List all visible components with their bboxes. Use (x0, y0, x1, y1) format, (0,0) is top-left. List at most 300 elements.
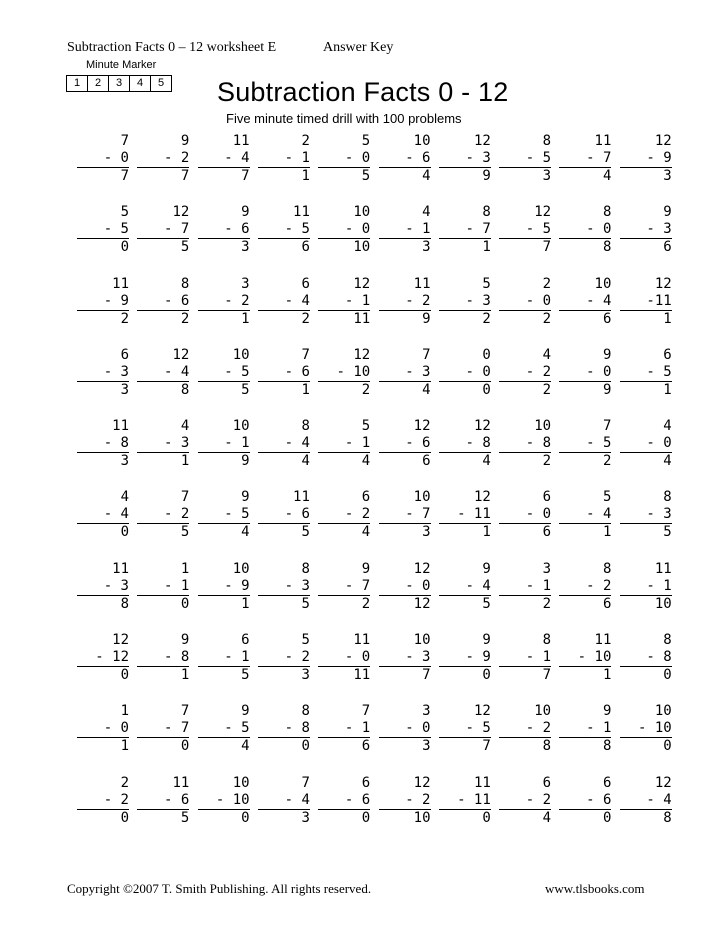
minuend: 8 (602, 204, 612, 221)
minuend: 10 (594, 275, 612, 292)
minuend: 10 (353, 204, 371, 221)
minuend: 11 (232, 133, 250, 149)
minute-marker-box[interactable]: 4 (130, 76, 151, 91)
subtrahend: - 6 (405, 150, 431, 166)
subtrahend: - 7 (405, 506, 431, 523)
answer: 1 (241, 595, 250, 612)
subtrahend: - 8 (103, 435, 129, 452)
subtrahend: - 9 (103, 292, 129, 309)
answer: 4 (361, 453, 371, 470)
subtrahend: - 1 (525, 577, 552, 594)
subtraction-problem (612, 347, 672, 399)
subtraction-problem (190, 632, 250, 684)
answer: 1 (482, 239, 491, 256)
answer: 4 (602, 168, 612, 184)
minuend: 7 (180, 703, 190, 720)
subtraction-problem (310, 775, 370, 827)
subtraction-problem (371, 347, 431, 399)
subtraction-problem (69, 347, 129, 399)
subtrahend: - 0 (525, 506, 552, 523)
minuend: 4 (180, 418, 190, 435)
subtraction-problem (491, 276, 551, 328)
subtrahend: - 5 (224, 720, 250, 737)
page-title: Subtraction Facts 0 - 12 (217, 77, 509, 107)
minuend: 11 (413, 275, 431, 292)
minuend: 11 (353, 632, 371, 649)
subtrahend: - 4 (646, 791, 672, 808)
minuend: 5 (361, 133, 371, 149)
subtraction-problem (129, 632, 189, 684)
answer: 0 (602, 809, 612, 826)
subtraction-problem (612, 204, 672, 256)
answer: 0 (120, 809, 129, 826)
answer: 1 (241, 310, 250, 327)
subtrahend: - 0 (344, 150, 371, 166)
minuend: 9 (241, 489, 250, 506)
subtraction-problem (551, 347, 611, 399)
subtraction-problem (310, 561, 370, 613)
minuend: 8 (663, 632, 672, 649)
minuend: 9 (482, 632, 491, 649)
subtraction-problem (551, 489, 611, 541)
subtraction-problem (129, 204, 189, 256)
subtraction-problem (612, 775, 672, 827)
subtrahend: - 3 (164, 435, 190, 452)
problem-row (69, 418, 672, 489)
subtraction-problem (431, 561, 491, 613)
subtrahend: - 5 (284, 221, 310, 238)
minuend: 7 (361, 703, 371, 720)
minuend: 7 (120, 133, 129, 149)
answer: 6 (602, 310, 612, 327)
subtrahend: - 7 (164, 720, 190, 737)
subtrahend: - 1 (586, 720, 612, 737)
minuend: 8 (301, 703, 310, 720)
copyright-notice: Copyright ©2007 T. Smith Publishing. All rights reserved. (67, 881, 372, 896)
subtrahend: - 0 (405, 577, 431, 594)
subtrahend: - 12 (95, 649, 129, 666)
subtraction-problem (612, 133, 672, 185)
answer: 2 (542, 453, 552, 470)
problem-row (69, 346, 672, 418)
subtraction-problem (491, 775, 551, 827)
subtrahend: - 4 (224, 150, 250, 166)
answer: 4 (241, 524, 250, 541)
subtrahend: - 9 (646, 150, 672, 166)
answer: 7 (542, 667, 552, 684)
answer: 9 (602, 381, 612, 398)
minuend: 9 (241, 703, 250, 720)
answer: 4 (482, 453, 491, 470)
subtraction-problem (371, 276, 431, 328)
problem-row (69, 774, 672, 846)
answer: 5 (301, 524, 310, 541)
answer: 5 (180, 809, 190, 826)
subtrahend: - 2 (224, 292, 250, 309)
minuend: 8 (301, 418, 310, 435)
subtraction-problem (129, 561, 189, 613)
answer: 1 (482, 524, 491, 541)
minuend: 3 (241, 275, 250, 292)
minuend: 6 (542, 489, 552, 506)
minuend: 8 (542, 133, 552, 149)
answer: 8 (120, 595, 129, 612)
subtraction-problem (612, 489, 672, 541)
minuend: 8 (301, 560, 310, 577)
subtrahend: - 3 (284, 577, 310, 594)
minuend: 11 (293, 204, 310, 221)
answer: 0 (120, 524, 129, 541)
answer: 3 (422, 239, 431, 256)
subtrahend: - 8 (164, 649, 190, 666)
problem-row (69, 133, 672, 204)
subtrahend: - 6 (344, 791, 371, 808)
minuend: 12 (654, 774, 672, 791)
subtrahend: - 0 (525, 292, 552, 309)
minuend: 12 (654, 275, 672, 292)
subtrahend: - 6 (164, 791, 190, 808)
subtrahend: - 11 (457, 506, 491, 523)
subtraction-problem (371, 703, 431, 755)
answer: 2 (542, 310, 552, 327)
answer: 6 (663, 239, 672, 256)
problem-row (69, 275, 672, 347)
answer: 3 (120, 453, 129, 470)
subtrahend: - 2 (164, 150, 190, 166)
subtraction-problem (371, 133, 431, 185)
subtraction-problem (491, 418, 551, 470)
minuend: 2 (542, 275, 552, 292)
answer: 5 (241, 667, 250, 684)
answer: 5 (482, 595, 491, 612)
subtraction-problem (551, 418, 611, 470)
minuend: 6 (241, 632, 250, 649)
minuend: 10 (232, 418, 250, 435)
minuend: 7 (301, 346, 310, 363)
minuend: 6 (301, 275, 310, 292)
subtrahend: - 6 (405, 435, 431, 452)
answer: 6 (361, 738, 371, 755)
answer: 0 (482, 667, 491, 684)
subtraction-problem (491, 561, 551, 613)
minuend: 10 (413, 489, 431, 506)
minuend: 12 (473, 133, 491, 149)
subtrahend: -11 (646, 292, 672, 309)
subtraction-problem (551, 775, 611, 827)
minuend: 10 (413, 133, 431, 149)
answer: 1 (602, 667, 612, 684)
subtraction-problem (612, 703, 672, 755)
subtrahend: - 7 (164, 221, 190, 238)
minute-marker-label: Minute Marker (86, 59, 157, 71)
subtraction-problem (310, 703, 370, 755)
subtraction-problem (69, 703, 129, 755)
subtraction-problem (250, 489, 310, 541)
answer: 10 (413, 809, 431, 826)
minuend: 11 (594, 632, 612, 649)
subtrahend: - 4 (103, 506, 129, 523)
subtraction-problem (371, 561, 431, 613)
subtraction-problem (190, 775, 250, 827)
answer: 7 (120, 168, 129, 184)
answer: 0 (663, 738, 672, 755)
subtrahend: - 0 (344, 649, 371, 666)
subtraction-problem (69, 204, 129, 256)
subtraction-problem (431, 418, 491, 470)
subtraction-problem (371, 489, 431, 541)
subtrahend: - 4 (586, 506, 612, 523)
subtrahend: - 9 (465, 649, 491, 666)
answer: 2 (301, 310, 310, 327)
subtraction-problem (612, 561, 672, 613)
answer: 10 (353, 239, 371, 256)
minuend: 11 (473, 774, 491, 791)
minuend: 6 (542, 774, 552, 791)
subtraction-problem (250, 204, 310, 256)
answer: 6 (602, 595, 612, 612)
answer: 4 (663, 453, 672, 470)
subtrahend: - 10 (336, 363, 371, 380)
answer: 0 (120, 239, 129, 256)
answer: 4 (422, 381, 431, 398)
answer: 4 (422, 168, 431, 184)
minuend: 8 (180, 275, 190, 292)
minuend: 10 (232, 560, 250, 577)
answer: 0 (482, 809, 491, 826)
problem-grid (69, 133, 672, 846)
answer: 4 (241, 738, 250, 755)
subtrahend: - 4 (284, 435, 310, 452)
subtrahend: - 4 (586, 292, 612, 309)
answer: 10 (654, 595, 672, 612)
answer: 0 (663, 667, 672, 684)
subtrahend: - 10 (215, 791, 250, 808)
minuend: 11 (112, 275, 129, 292)
minuend: 11 (172, 774, 190, 791)
minuend: 9 (241, 204, 250, 221)
subtraction-problem (190, 347, 250, 399)
answer: 9 (422, 310, 431, 327)
minuend: 7 (602, 418, 612, 435)
subtraction-problem (431, 276, 491, 328)
minuend: 8 (482, 204, 491, 221)
subtraction-problem (431, 489, 491, 541)
subtrahend: - 5 (224, 506, 250, 523)
subtrahend: - 0 (586, 221, 612, 238)
minute-marker-box[interactable]: 2 (88, 76, 109, 91)
answer: 4 (301, 453, 310, 470)
minuend: 6 (663, 346, 672, 363)
subtraction-problem (431, 347, 491, 399)
minuend: 3 (422, 703, 431, 720)
minuend: 4 (663, 418, 672, 435)
minute-marker-box[interactable]: 5 (157, 77, 165, 89)
subtraction-problem (371, 775, 431, 827)
subtraction-problem (612, 418, 672, 470)
subtraction-problem (69, 632, 129, 684)
subtraction-problem (491, 632, 551, 684)
answer: 0 (241, 809, 250, 826)
minute-marker-box[interactable]: 1 (67, 76, 88, 91)
subtrahend: - 7 (586, 150, 612, 166)
answer: 0 (361, 809, 371, 826)
subtraction-problem (612, 632, 672, 684)
subtrahend: - 8 (465, 435, 491, 452)
minuend: 12 (654, 133, 672, 149)
answer: 9 (241, 453, 250, 470)
minuend: 12 (413, 418, 431, 435)
answer: 7 (482, 738, 491, 755)
answer: 2 (482, 310, 491, 327)
minuend: 6 (361, 489, 371, 506)
subtraction-problem (190, 133, 250, 185)
answer: 2 (361, 595, 371, 612)
subtrahend: - 8 (646, 649, 672, 666)
answer: 4 (542, 809, 552, 826)
minuend: 2 (120, 774, 129, 791)
answer: 8 (602, 239, 612, 256)
minute-marker-box[interactable]: 3 (109, 76, 130, 91)
subtrahend: - 6 (284, 363, 310, 380)
answer: 7 (241, 168, 250, 184)
minuend: 6 (120, 346, 129, 363)
answer: 2 (542, 595, 552, 612)
answer: 8 (663, 809, 672, 826)
subtraction-problem (371, 632, 431, 684)
subtraction-problem (310, 276, 370, 328)
answer: 3 (422, 738, 431, 755)
subtrahend: - 3 (103, 363, 129, 380)
subtraction-problem (129, 489, 189, 541)
subtrahend: - 9 (224, 577, 250, 594)
minuend: 5 (482, 275, 491, 292)
minuend: 12 (112, 632, 129, 649)
subtrahend: - 2 (103, 791, 129, 808)
minuend: 11 (112, 418, 129, 435)
subtraction-problem (250, 347, 310, 399)
subtrahend: - 2 (525, 720, 552, 737)
subtraction-problem (431, 775, 491, 827)
minuend: 12 (353, 275, 371, 292)
subtraction-problem (250, 276, 310, 328)
minuend: 12 (473, 418, 491, 435)
subtrahend: - 6 (284, 506, 310, 523)
answer: 3 (422, 524, 431, 541)
answer: 4 (361, 524, 371, 541)
answer: 1 (301, 168, 310, 184)
minuend: 4 (120, 489, 129, 506)
subtrahend: - 8 (525, 435, 552, 452)
minuend: 2 (301, 133, 310, 149)
answer: 6 (422, 453, 431, 470)
subtraction-problem (371, 204, 431, 256)
subtraction-problem (310, 632, 370, 684)
answer: 8 (602, 738, 612, 755)
minuend: 3 (542, 560, 552, 577)
website-link[interactable]: www.tlsbooks.com (545, 881, 645, 896)
subtrahend: - 1 (525, 649, 552, 666)
answer: 0 (180, 738, 190, 755)
subtraction-problem (491, 489, 551, 541)
minuend: 10 (232, 774, 250, 791)
answer: 3 (241, 239, 250, 256)
minuend: 10 (654, 703, 672, 720)
subtrahend: - 6 (224, 221, 250, 238)
problem-row (69, 489, 672, 560)
subtrahend: - 3 (405, 649, 431, 666)
answer: 11 (353, 310, 371, 327)
subtraction-problem (551, 632, 611, 684)
subtraction-problem (69, 561, 129, 613)
subtrahend: - 3 (646, 506, 672, 523)
subtrahend: - 1 (344, 720, 371, 737)
answer: 0 (180, 595, 190, 612)
subtrahend: - 5 (103, 221, 129, 238)
subtrahend: - 11 (457, 791, 491, 808)
answer: 2 (542, 381, 552, 398)
minuend: 6 (602, 774, 612, 791)
minuend: 9 (180, 632, 190, 649)
subtraction-problem (371, 418, 431, 470)
answer: 3 (120, 381, 129, 398)
problem-row (69, 632, 672, 703)
subtraction-problem (612, 276, 672, 328)
minuend: 7 (180, 489, 190, 506)
minuend: 5 (120, 204, 129, 221)
answer: 8 (542, 738, 552, 755)
minuend: 1 (120, 703, 129, 720)
answer: 1 (301, 381, 310, 398)
subtrahend: - 8 (284, 720, 310, 737)
subtrahend: - 5 (465, 720, 491, 737)
worksheet-title: Subtraction Facts 0 – 12 worksheet E (67, 40, 277, 55)
subtraction-problem (69, 489, 129, 541)
minuend: 6 (361, 774, 371, 791)
answer: 1 (120, 738, 129, 755)
subtraction-problem (69, 133, 129, 185)
answer: 5 (180, 239, 190, 256)
minuend: 11 (654, 560, 672, 577)
minuend: 8 (542, 632, 552, 649)
subtrahend: - 0 (586, 363, 612, 380)
answer: 7 (180, 168, 190, 184)
subtrahend: - 5 (525, 221, 552, 238)
subtraction-problem (431, 632, 491, 684)
subtrahend: - 1 (344, 435, 371, 452)
problem-row (69, 703, 672, 774)
answer: 8 (180, 381, 190, 398)
subtrahend: - 6 (164, 292, 190, 309)
answer: 3 (301, 809, 310, 826)
answer: 2 (361, 381, 371, 398)
minuend: 5 (602, 489, 612, 506)
subtraction-problem (491, 347, 551, 399)
subtrahend: - 0 (465, 363, 491, 380)
minuend: 10 (413, 632, 431, 649)
subtrahend: - 1 (224, 649, 250, 666)
minuend: 1 (180, 560, 190, 577)
subtraction-problem (129, 347, 189, 399)
answer: 7 (422, 667, 431, 684)
subtrahend: - 1 (164, 577, 190, 594)
answer: 0 (301, 738, 310, 755)
subtraction-problem (190, 703, 250, 755)
subtraction-problem (129, 133, 189, 185)
answer: 5 (361, 168, 371, 184)
subtrahend: - 6 (586, 791, 612, 808)
minuend: 9 (361, 560, 371, 577)
minuend: 5 (301, 632, 310, 649)
